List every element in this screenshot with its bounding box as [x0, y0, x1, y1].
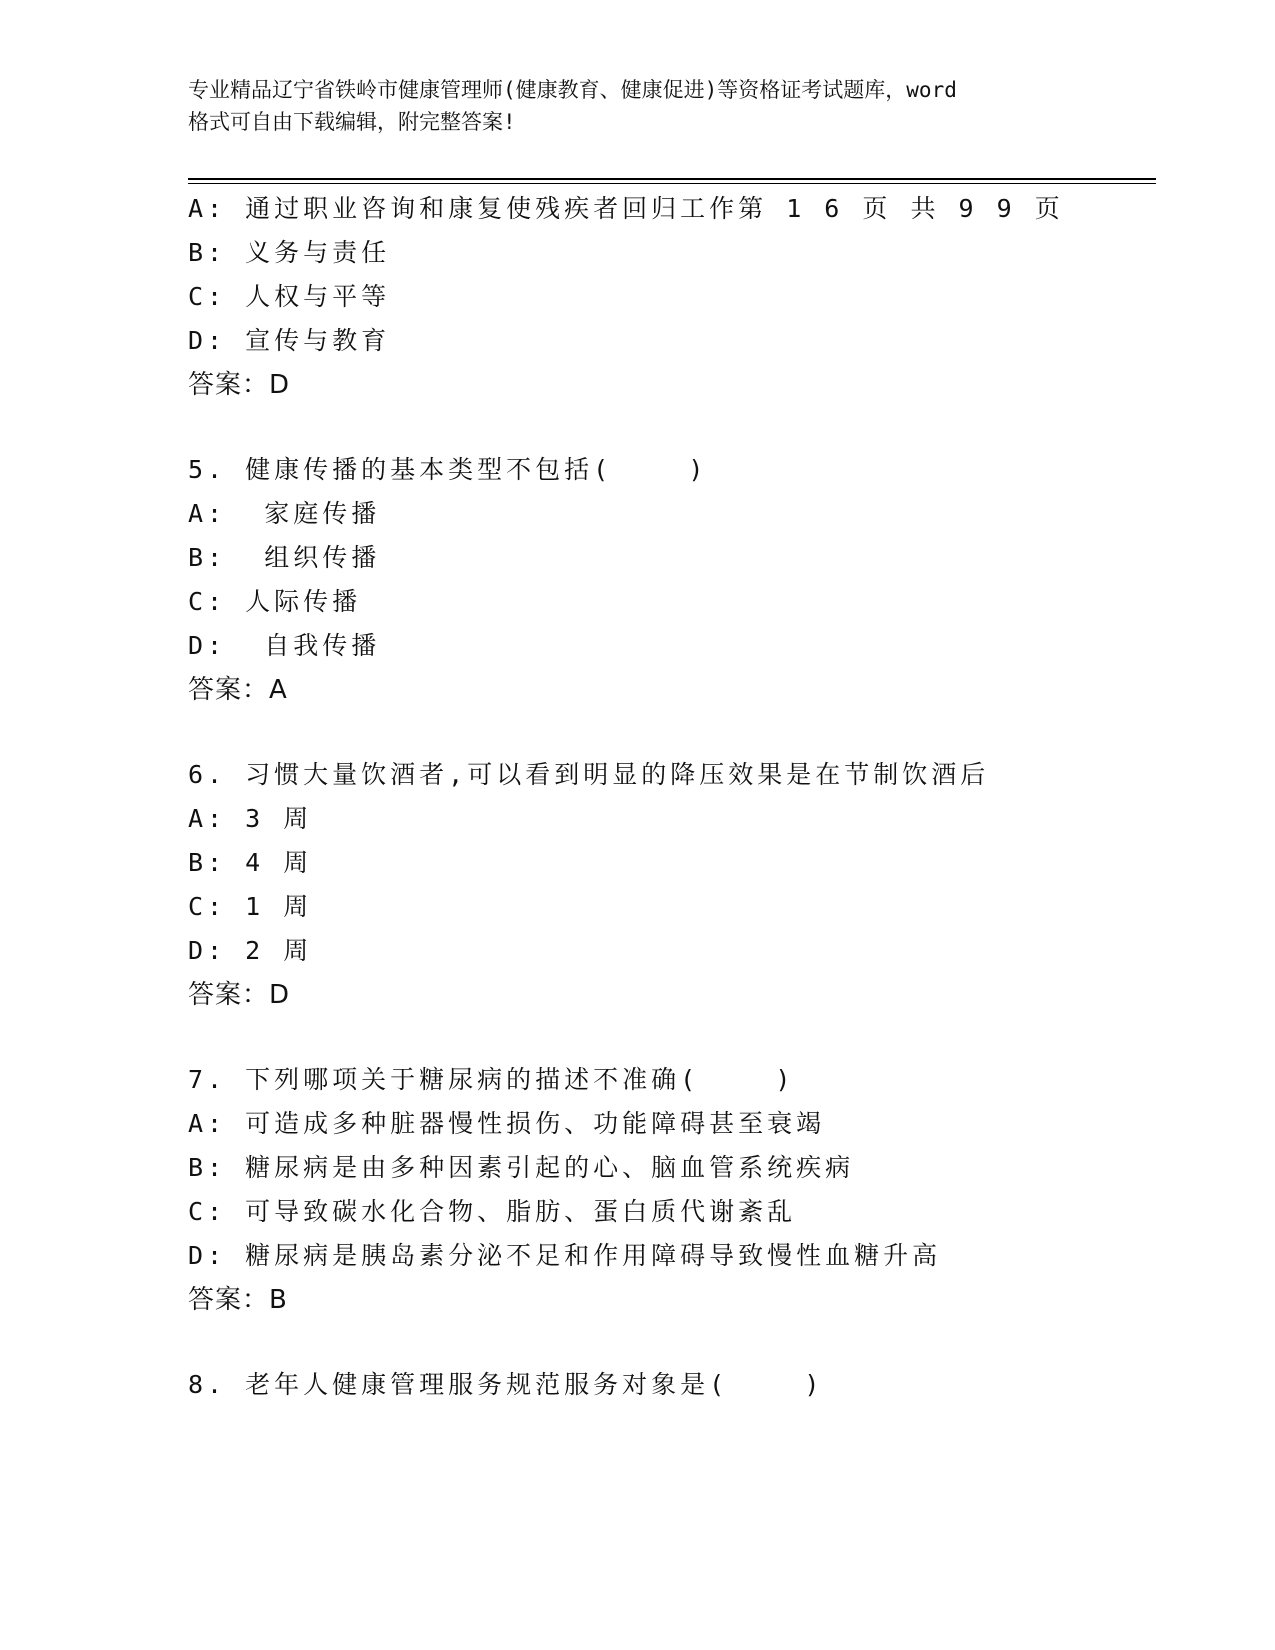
prev-option-a: A: 通过职业咨询和康复使残疾者回归工作第 1 6 页 共 9 9 页	[188, 194, 1064, 223]
prev-option-b: B: 义务与责任	[188, 238, 391, 267]
header-line-1: 专业精品辽宁省铁岭市健康管理师(健康教育、健康促进)等资格证考试题库，word	[188, 78, 957, 102]
question-6-stem: 6. 习惯大量饮酒者,可以看到明显的降压效果是在节制饮酒后	[188, 760, 990, 789]
question-7-option-b: B: 糖尿病是由多种因素引起的心、脑血管系统疾病	[188, 1153, 855, 1182]
question-6-option-c: C: 1 周	[188, 892, 313, 921]
question-5-option-b: B: 组织传播	[188, 543, 381, 572]
prev-answer: 答案：D	[188, 370, 291, 400]
prev-option-c: C: 人权与平等	[188, 282, 391, 311]
question-7-option-a: A: 可造成多种脏器慢性损伤、功能障碍甚至衰竭	[188, 1109, 826, 1138]
question-6-option-d: D: 2 周	[188, 936, 313, 965]
question-5-option-d: D: 自我传播	[188, 631, 381, 660]
header-divider-thick	[188, 178, 1156, 180]
question-5-stem: 5. 健康传播的基本类型不包括( )	[188, 455, 708, 484]
question-5-option-c: C: 人际传播	[188, 587, 362, 616]
header-divider-thin	[188, 183, 1156, 184]
prev-option-d: D: 宣传与教育	[188, 326, 391, 355]
question-5-option-a: A: 家庭传播	[188, 499, 381, 528]
question-6-option-b: B: 4 周	[188, 848, 313, 877]
question-5-answer: 答案：A	[188, 675, 288, 705]
document-header	[188, 74, 1088, 138]
question-6-answer: 答案：D	[188, 980, 291, 1010]
question-6-option-a: A: 3 周	[188, 804, 313, 833]
question-8-stem: 8. 老年人健康管理服务规范服务对象是( )	[188, 1370, 824, 1399]
question-7-answer: 答案：B	[188, 1285, 288, 1315]
question-7-option-d: D: 糖尿病是胰岛素分泌不足和作用障碍导致慢性血糖升高	[188, 1241, 942, 1270]
header-line-2: 格式可自由下载编辑，附完整答案!	[188, 110, 516, 134]
question-7-option-c: C: 可导致碳水化合物、脂肪、蛋白质代谢紊乱	[188, 1197, 797, 1226]
question-7-stem: 7. 下列哪项关于糖尿病的描述不准确( )	[188, 1065, 795, 1094]
